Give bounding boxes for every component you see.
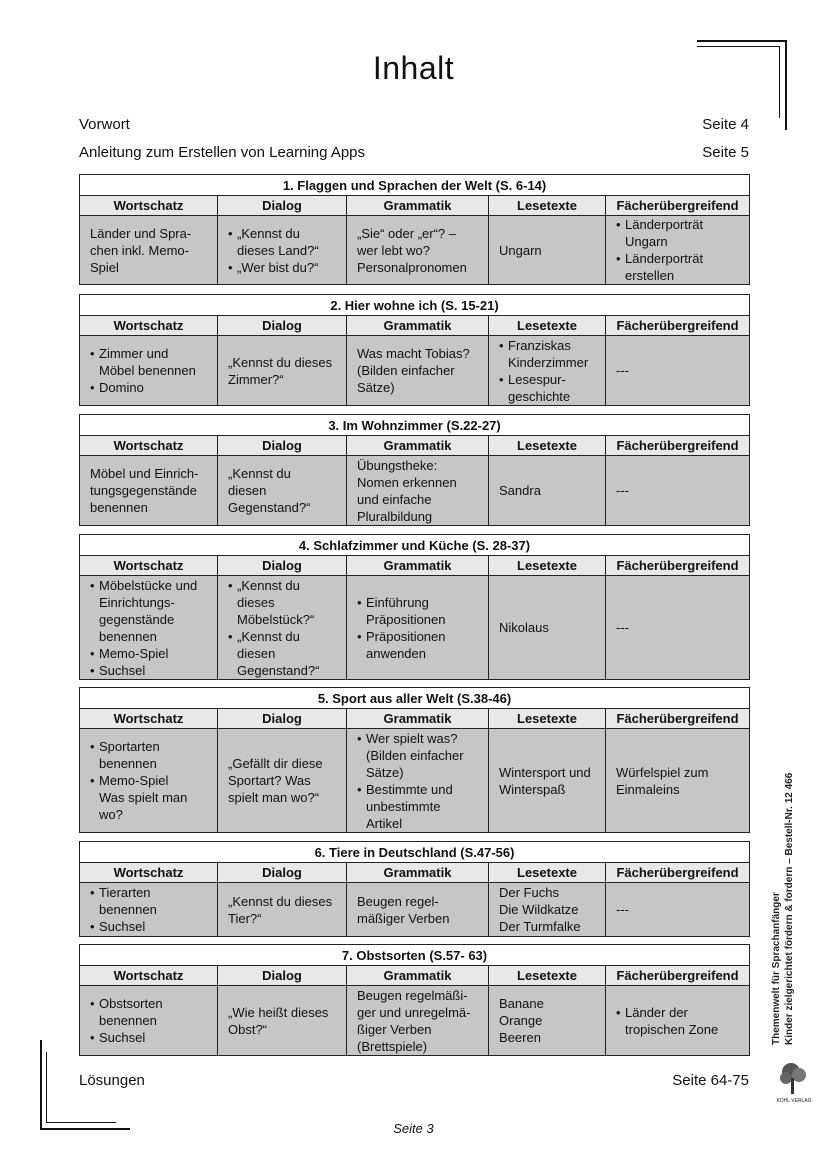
cell-lesetexte <box>489 336 606 406</box>
list-item <box>228 225 340 259</box>
cell-line: benennen <box>99 902 157 917</box>
cell-wortschatz <box>80 456 218 526</box>
cell-line: • Sportarten <box>99 739 160 754</box>
bullet-list <box>499 337 599 405</box>
cell-wortschatz <box>80 576 218 680</box>
column-header-grammatik: Grammatik <box>347 966 489 986</box>
page-title: Inhalt <box>372 50 455 86</box>
unit-table <box>79 534 750 680</box>
cell-line: Banane <box>499 996 544 1011</box>
column-header-lesetexte: Lesetexte <box>489 196 606 216</box>
list-item <box>228 628 340 679</box>
toc-label: Lösungen <box>79 1071 145 1089</box>
cell-wortschatz <box>80 216 218 285</box>
bullet-list <box>616 1004 743 1038</box>
cell-wortschatz <box>80 336 218 406</box>
cell-line: Der Fuchs <box>499 885 559 900</box>
cell-line: Personalpronomen <box>357 259 467 275</box>
cell-line: „Kennst du dieses <box>228 893 333 909</box>
cell-line: tropischen Zone <box>625 1021 719 1037</box>
cell-line: benennen <box>99 1013 157 1028</box>
column-header-faecheruebergreifend: Fächerübergreifend <box>606 196 750 216</box>
cell-line: Sätze) <box>357 380 395 395</box>
cell-line: Sportart? Was <box>228 773 311 788</box>
cell-line: benennen <box>99 628 157 644</box>
list-item <box>90 884 211 918</box>
column-header-grammatik: Grammatik <box>347 556 489 576</box>
toc-line-solutions <box>79 1069 749 1091</box>
cell-dialog <box>218 986 347 1056</box>
cell-line: wo? <box>99 807 123 822</box>
cell-line: und einfache <box>357 491 432 507</box>
cell-lesetexte <box>489 729 606 833</box>
unit-table-6 <box>79 841 749 937</box>
cell-line: Würfelspiel zum <box>616 764 709 780</box>
column-header-lesetexte: Lesetexte <box>489 556 606 576</box>
unit-table <box>79 944 750 1056</box>
unit-title: 2. Hier wohne ich (S. 15-21) <box>80 295 750 316</box>
side-subtitle: Kinder zielgerichtet fördern & fordern – Bestell-Nr. 12 466 <box>784 772 795 1045</box>
toc-line-instructions <box>79 141 749 163</box>
cell-line: --- <box>616 620 629 635</box>
cell-line: • Domino <box>99 380 144 395</box>
cell-line: • „Wer bist du?“ <box>237 259 319 275</box>
cell-line: ßiger Verben <box>357 1021 432 1037</box>
unit-table <box>79 414 750 526</box>
cell-line: Gegenstand?“ <box>237 662 320 678</box>
cell-dialog <box>218 729 347 833</box>
cell-faecheruebergreifend <box>606 576 750 680</box>
bullet-list <box>357 594 482 662</box>
cell-line: Obst?“ <box>228 1021 268 1037</box>
column-header-dialog: Dialog <box>218 863 347 883</box>
cell-line: Ungarn <box>625 234 668 249</box>
column-header-lesetexte: Lesetexte <box>489 709 606 729</box>
column-header-dialog: Dialog <box>218 966 347 986</box>
column-header-dialog: Dialog <box>218 196 347 216</box>
column-header-grammatik: Grammatik <box>347 196 489 216</box>
list-item <box>228 259 340 276</box>
corner-line-top-inner-h <box>697 46 780 47</box>
cell-lesetexte <box>489 456 606 526</box>
cell-line: • Tierarten <box>99 885 151 900</box>
cell-line: Was spielt man <box>99 790 188 805</box>
cell-line: „Gefällt dir diese <box>228 756 323 771</box>
cell-grammatik <box>347 456 489 526</box>
unit-table-1 <box>79 174 749 285</box>
list-item <box>228 577 340 628</box>
list-item <box>90 645 211 662</box>
column-header-wortschatz: Wortschatz <box>80 966 218 986</box>
list-item <box>90 995 211 1029</box>
cell-line: „Kennst du <box>228 466 291 481</box>
cell-line: „Wie heißt dieses <box>228 1004 329 1020</box>
unit-table <box>79 174 750 285</box>
cell-faecheruebergreifend <box>606 986 750 1056</box>
list-item <box>90 662 211 679</box>
cell-line: • Suchsel <box>99 662 146 678</box>
list-item <box>616 216 743 250</box>
list-item <box>90 918 211 935</box>
cell-line: Präpositionen <box>366 611 446 627</box>
toc-label: Vorwort <box>79 115 130 133</box>
unit-title: 4. Schlafzimmer und Küche (S. 28-37) <box>80 535 750 556</box>
column-header-dialog: Dialog <box>218 709 347 729</box>
bullet-list <box>616 216 743 284</box>
unit-title: 6. Tiere in Deutschland (S.47-56) <box>80 842 750 863</box>
column-header-wortschatz: Wortschatz <box>80 196 218 216</box>
list-item <box>499 371 599 405</box>
list-item <box>90 1029 211 1046</box>
cell-line: wer lebt wo? <box>357 242 430 258</box>
unit-title: 7. Obstsorten (S.57- 63) <box>80 945 750 966</box>
bullet-list <box>228 577 340 679</box>
unit-table <box>79 294 750 406</box>
cell-faecheruebergreifend <box>606 216 750 285</box>
cell-line: Kinderzimmer <box>508 354 589 370</box>
column-header-grammatik: Grammatik <box>347 863 489 883</box>
list-item <box>90 577 211 645</box>
corner-line-bottom-inner-v <box>46 1052 47 1122</box>
list-item <box>357 730 482 781</box>
cell-line: • „Kennst du <box>237 628 300 644</box>
cell-line: Die Wildkatze <box>499 902 579 917</box>
cell-lesetexte <box>489 883 606 937</box>
cell-line: • Memo-Spiel <box>99 645 169 661</box>
cell-line: Artikel <box>366 815 403 831</box>
column-header-wortschatz: Wortschatz <box>80 436 218 456</box>
column-header-faecheruebergreifend: Fächerübergreifend <box>606 556 750 576</box>
cell-line: • Länder der <box>625 1004 688 1020</box>
cell-line: dieses Land?“ <box>237 242 319 258</box>
cell-line: (Brettspiele) <box>357 1038 428 1054</box>
cell-line: Beugen regel- <box>357 893 439 909</box>
cell-line: Was macht Tobias? <box>357 346 470 361</box>
toc-page: Seite 64-75 <box>672 1071 749 1089</box>
column-header-grammatik: Grammatik <box>347 709 489 729</box>
unit-table-2 <box>79 294 749 406</box>
column-header-faecheruebergreifend: Fächerübergreifend <box>606 863 750 883</box>
column-header-dialog: Dialog <box>218 316 347 336</box>
cell-line: anwenden <box>366 645 426 661</box>
column-header-dialog: Dialog <box>218 556 347 576</box>
cell-line: Einmaleins <box>616 781 680 797</box>
footer-page-number: Seite 3 <box>393 1121 434 1136</box>
column-header-grammatik: Grammatik <box>347 436 489 456</box>
cell-grammatik <box>347 216 489 285</box>
toc-label: Anleitung zum Erstellen von Learning Apps <box>79 143 366 161</box>
cell-line: geschichte <box>508 388 571 404</box>
toc-page: Seite 4 <box>702 115 749 133</box>
list-item <box>357 628 482 662</box>
cell-dialog <box>218 216 347 285</box>
cell-line: tungsgegenstände <box>90 483 197 498</box>
cell-line: diesen <box>237 645 276 661</box>
column-header-lesetexte: Lesetexte <box>489 966 606 986</box>
cell-line: • Wer spielt was? <box>366 730 458 746</box>
column-header-faecheruebergreifend: Fächerübergreifend <box>606 316 750 336</box>
cell-line: Möbelstück?“ <box>237 611 315 627</box>
corner-line-top-horizontal <box>697 40 787 42</box>
cell-line: benennen <box>99 756 157 771</box>
tree-logo-icon <box>777 1058 811 1108</box>
cell-line: Ungarn <box>499 242 542 258</box>
list-item <box>90 345 211 379</box>
cell-line: • Einführung <box>366 594 429 610</box>
cell-line: • Suchsel <box>99 919 146 934</box>
unit-title: 5. Sport aus aller Welt (S.38-46) <box>80 688 750 709</box>
cell-line: (Bilden einfacher <box>366 747 464 763</box>
side-publication-info <box>770 773 796 1045</box>
unit-table <box>79 841 750 937</box>
cell-line: • Möbelstücke und <box>99 577 198 593</box>
cell-line: • Präpositionen <box>366 628 446 644</box>
cell-line: Sätze) <box>366 764 404 780</box>
bullet-list <box>228 225 340 276</box>
bullet-list <box>90 884 211 935</box>
cell-dialog <box>218 456 347 526</box>
cell-line: --- <box>616 483 629 498</box>
column-header-lesetexte: Lesetexte <box>489 316 606 336</box>
cell-wortschatz <box>80 883 218 937</box>
list-item <box>499 337 599 371</box>
column-header-faecheruebergreifend: Fächerübergreifend <box>606 436 750 456</box>
column-header-dialog: Dialog <box>218 436 347 456</box>
cell-line: Der Turmfalke <box>499 919 581 934</box>
cell-faecheruebergreifend <box>606 883 750 937</box>
column-header-lesetexte: Lesetexte <box>489 436 606 456</box>
cell-line: • Lesespur- <box>508 371 566 387</box>
bullet-list <box>90 995 211 1046</box>
list-item <box>616 1004 743 1038</box>
column-header-wortschatz: Wortschatz <box>80 556 218 576</box>
column-header-faecheruebergreifend: Fächerübergreifend <box>606 709 750 729</box>
cell-line: • Obstsorten <box>99 996 163 1011</box>
cell-wortschatz <box>80 729 218 833</box>
column-header-lesetexte: Lesetexte <box>489 863 606 883</box>
cell-line: • „Kennst du <box>237 577 300 593</box>
cell-line: „Kennst du dieses <box>228 354 333 370</box>
cell-faecheruebergreifend <box>606 729 750 833</box>
cell-line: • Länderporträt <box>625 217 704 232</box>
column-header-wortschatz: Wortschatz <box>80 863 218 883</box>
unit-title: 1. Flaggen und Sprachen der Welt (S. 6-14) <box>80 175 750 196</box>
cell-line: Länder und Spra- <box>90 225 192 241</box>
cell-line: mäßiger Verben <box>357 910 450 926</box>
cell-line: --- <box>616 902 629 917</box>
cell-dialog <box>218 883 347 937</box>
cell-line: (Bilden einfacher <box>357 363 455 378</box>
cell-line: • Suchsel <box>99 1030 146 1045</box>
side-series-title: Themenwelt für Sprachanfänger <box>771 892 782 1045</box>
bullet-list <box>90 345 211 396</box>
cell-grammatik <box>347 729 489 833</box>
list-item <box>90 772 211 823</box>
cell-line: • Bestimmte und <box>366 781 453 797</box>
cell-line: Möbel benennen <box>99 363 196 378</box>
cell-faecheruebergreifend <box>606 336 750 406</box>
cell-line: Beugen regelmäßi- <box>357 987 468 1003</box>
cell-line: • Zimmer und <box>99 346 169 361</box>
list-item <box>90 379 211 396</box>
cell-line: spielt man wo?“ <box>228 790 320 805</box>
bullet-list <box>90 577 211 679</box>
list-item <box>90 738 211 772</box>
cell-line: chen inkl. Memo- <box>90 242 189 258</box>
cell-line: erstellen <box>625 268 675 283</box>
corner-line-bottom-vertical <box>40 1040 42 1130</box>
column-header-wortschatz: Wortschatz <box>80 709 218 729</box>
cell-line: Pluralbildung <box>357 508 433 524</box>
publisher-name: KOHL VERLAG <box>777 1098 811 1104</box>
cell-line: Einrichtungs- <box>99 594 175 610</box>
cell-line: • Franziskas <box>508 337 571 353</box>
unit-table-7 <box>79 944 749 1056</box>
cell-line: „Sie“ oder „er“? – <box>357 225 456 241</box>
unit-table-4 <box>79 534 749 680</box>
cell-grammatik <box>347 883 489 937</box>
cell-line: Gegenstand?“ <box>228 500 311 515</box>
unit-table-5 <box>79 687 749 833</box>
cell-dialog <box>218 336 347 406</box>
column-header-wortschatz: Wortschatz <box>80 316 218 336</box>
cell-line: Spiel <box>90 259 119 275</box>
cell-line: ger und unregelmä- <box>357 1004 471 1020</box>
cell-line: Nomen erkennen <box>357 474 457 490</box>
cell-faecheruebergreifend <box>606 456 750 526</box>
cell-line: benennen <box>90 500 148 515</box>
cell-lesetexte <box>489 576 606 680</box>
cell-line: Wintersport und <box>499 764 591 780</box>
list-item <box>616 250 743 284</box>
cell-line: Übungstheke: <box>357 457 438 473</box>
bullet-list <box>357 730 482 832</box>
cell-line: diesen <box>228 483 267 498</box>
cell-line: unbestimmte <box>366 798 441 814</box>
cell-line: Sandra <box>499 483 541 498</box>
column-header-faecheruebergreifend: Fächerübergreifend <box>606 966 750 986</box>
list-item <box>357 781 482 832</box>
cell-line: Nikolaus <box>499 620 549 635</box>
cell-dialog <box>218 576 347 680</box>
list-item <box>357 594 482 628</box>
cell-line: dieses <box>237 594 275 610</box>
cell-line: Tier?“ <box>228 910 262 926</box>
cell-wortschatz <box>80 986 218 1056</box>
cell-grammatik <box>347 986 489 1056</box>
unit-table-3 <box>79 414 749 526</box>
cell-line: --- <box>616 363 629 378</box>
toc-page: Seite 5 <box>702 143 749 161</box>
cell-line: Möbel und Einrich- <box>90 466 199 481</box>
cell-grammatik <box>347 336 489 406</box>
column-header-grammatik: Grammatik <box>347 316 489 336</box>
cell-lesetexte <box>489 986 606 1056</box>
cell-line: • Memo-Spiel <box>99 773 169 788</box>
cell-line: Beeren <box>499 1030 541 1045</box>
cell-line: • Länderporträt <box>625 251 704 266</box>
cell-line: gegenstände <box>99 611 175 627</box>
cell-line: Zimmer?“ <box>228 371 284 387</box>
cell-grammatik <box>347 576 489 680</box>
cell-line: Winterspaß <box>499 781 566 797</box>
unit-table <box>79 687 750 833</box>
cell-lesetexte <box>489 216 606 285</box>
publisher-logo <box>777 1058 811 1108</box>
unit-title: 3. Im Wohnzimmer (S.22-27) <box>80 415 750 436</box>
cell-line: Orange <box>499 1013 543 1028</box>
toc-line-preface <box>79 113 749 135</box>
bullet-list <box>90 738 211 823</box>
cell-line: • „Kennst du <box>237 225 300 241</box>
